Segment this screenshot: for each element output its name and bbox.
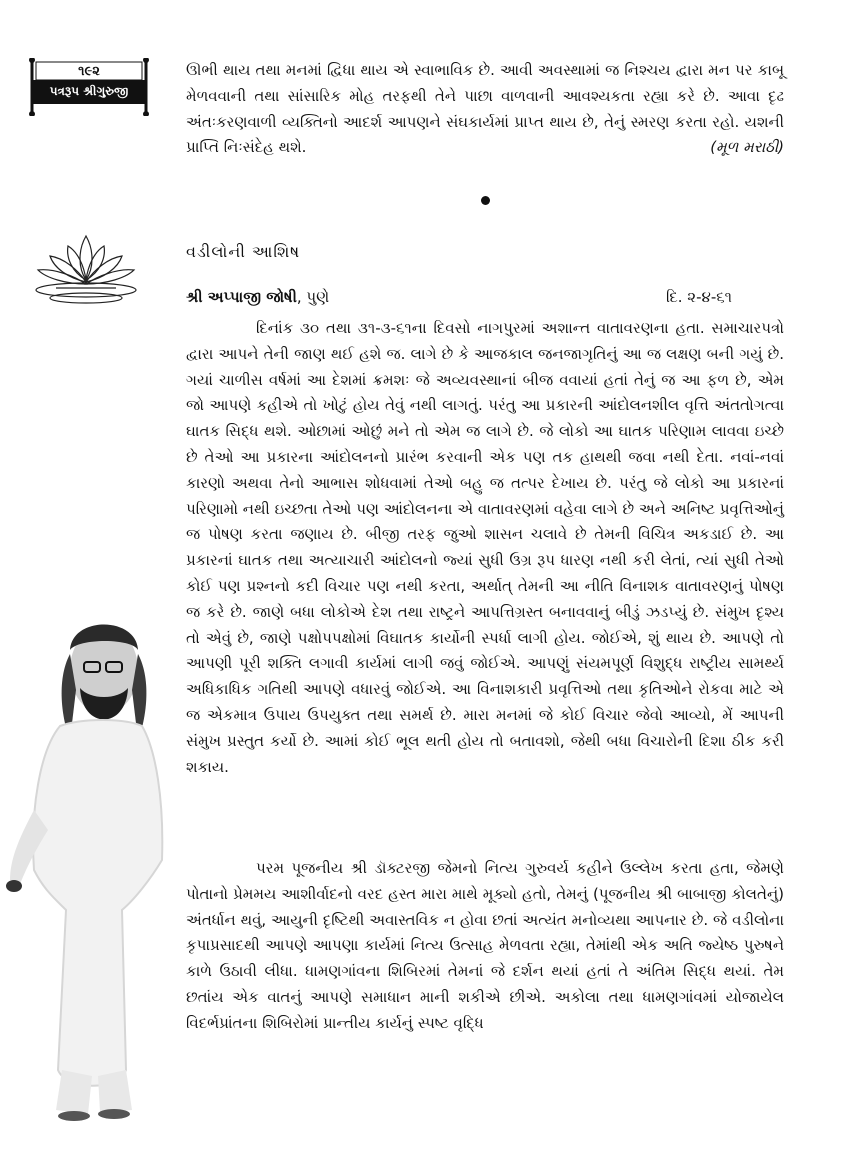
letter-author <box>186 288 329 306</box>
page-number: ૧૯૨ <box>78 64 100 79</box>
body-paragraph-2 <box>186 856 784 1037</box>
body-text-2: પરમ પૂજનીય શ્રી ડૉક્ટરજી જેમનો નિત્ય ગુરુવર્ય કહીને ઉલ્લેખ કરતા હતા, જેમણે પોતાનો પ્રેમમય આશીર્વાદનો વરદ હસ્ત મારા માથે મૂક્યો હતો, તેમનું (પૂજનીય શ્રી બાબાજી કોલતેનું) અંતર્ધાન થવું, આયુની દૃષ્ટિથી અવાસ્તવિક ન હોવા છતાં અત્યંત મનોવ્યથા આપનાર છે. જે વડીલોના કૃપાપ્રસાદથી આપણે આપણા કાર્યમાં નિત્ય ઉત્સાહ મેળવતા રહ્યા, તેમાંથી એક અતિ જ્યેષ્ઠ પુરુષને કાળે ઉઠાવી લીધા. ધામણગાંવના શિબિરમાં તેમનાં જે દર્શન થયાં હતાં તે અંતિમ સિદ્ધ થયાં. તેમ છતાંય એક વાતનું આપણે સમાધાન માની શકીએ છીએ. અકોલા તથા ધામણગાંવમાં યોજાયેલ વિદર્ભપ્રાંતના શિબિરોમાં પ્રાન્તીય કાર્યનું સ્પષ્ટ વૃદ્ધિ <box>186 859 784 1032</box>
letter-date: દિ. ૨-૪-૬૧ <box>666 288 732 306</box>
author-place: , પુણે <box>296 288 330 306</box>
section-heading: વડીલોની આશિષ <box>186 242 301 261</box>
book-title: પત્રરૂપ શ્રીગુરુજી <box>49 84 129 98</box>
body-paragraph-1 <box>186 316 784 780</box>
body-text-1: દિનાંક ૩૦ તથા ૩૧-૩-૬૧ના દિવસો નાગપુરમાં અશાન્ત વાતાવરણના હતા. સમાચારપત્રો દ્વારા આપને તેની જાણ થઈ હશે જ. લાગે છે કે આજકાલ જનજાગૃતિનું આ જ લક્ષણ બની ગયું છે. ગયાં ચાળીસ વર્ષમાં આ દેશમાં ક્રમશઃ જે અવ્યવસ્થાનાં બીજ વવાયાં હતાં તેનું જ આ ફળ છે, એમ જો આપણે કહીએ તો ખોટું હોય તેવું નથી લાગતું. પરંતુ આ પ્રકારની આંદોલનશીલ વૃત્તિ અંતતોગત્વા ઘાતક સિદ્ધ થશે. ઓછામાં ઓછું મને તો એમ જ લાગે છે. જે લોકો આ ઘાતક પરિણામ લાવવા ઇચ્છે છે તેઓ આ પ્રકારના આંદોલનનો પ્રારંભ કરવાની એક પણ તક હાથથી જવા નથી દેતા. નવાં-નવાં કારણો અથવા તેનો આભાસ શોધવામાં તેઓ બહુ જ તત્પર દેખાય છે. પરંતુ જે લોકો આ પ્રકારનાં પરિણામો નથી ઇચ્છતા તેઓ પણ આંદોલનના એ વાતાવરણમાં વહેવા લાગે છે અને અનિષ્ટ પ્રવૃત્તિઓનું જ પોષણ કરતા જણાય છે. બીજી તરફ જુઓ શાસન ચલાવે છે તેમની વિચિત્ર અકડાઈ છે. આ પ્રકારનાં ઘાતક તથા અત્યાચારી આંદોલનો જ્યાં સુધી ઉગ્ર રૂપ ધારણ નથી કરી લેતાં, ત્યાં સુધી તેઓ કોઈ પણ પ્રશ્નનો કદી વિચાર પણ નથી કરતા, અર્થાત્ તેમની આ નીતિ વિનાશક વાતાવરણનું પોષણ જ કરે છે. જાણે બધા લોકોએ દેશ તથા રાષ્ટ્રને આપત્તિગ્રસ્ત બનાવવાનું બીડું ઝડપ્યું છે. સંમુખ દૃશ્ય તો એવું છે, જાણે પક્ષોપપક્ષોમાં વિઘાતક કાર્યોની સ્પર્ધા લાગી હોય. જોઈએ, શું થાય છે. આપણે તો આપણી પૂરી શક્તિ લગાવી કાર્યમાં લાગી જવું જોઈએ. આપણું સંયમપૂર્ણ વિશુદ્ધ રાષ્ટ્રીય સામર્થ્ય અધિકાધિક ગતિથી આપણે વધારવું જોઈએ. આ વિનાશકારી પ્રવૃત્તિઓ તથા કૃતિઓને રોકવા માટે એ જ એકમાત્ર ઉપાય ઉપયુક્ત તથા સમર્થ છે. મારા મનમાં જે કોઈ વિચાર જેવો આવ્યો, મેં આપની સંમુખ પ્રસ્તુત કર્યો છે. આમાં કોઈ ભૂલ થતી હોય તો બતાવશો, જેથી બધા વિચારોની દિશા ઠીક કરી શકાય. <box>186 319 784 776</box>
lotus-icon <box>32 228 140 306</box>
section-divider-bullet <box>481 196 490 205</box>
author-name: શ્રી અપ્પાજી જોષી <box>186 288 297 306</box>
guruji-photo <box>0 610 190 1125</box>
intro-text: ઊભી થાય તથા મનમાં દ્વિધા થાય એ સ્વાભાવિક છે. આવી અવસ્થામાં જ નિશ્ચય દ્વારા મન પર કાબૂ મેળવવાની તથા સાંસારિક મોહ તરફથી તેને પાછા વાળવાની આવશ્યકતા રહ્યા કરે છે. આવા દૃઢ અંતઃકરણવાળી વ્યક્તિનો આદર્શ આપણને સંઘકાર્યમાં પ્રાપ્ત થાય છે, તેનું સ્મરણ કરતા રહો. યશની પ્રાપ્તિ નિઃસંદેહ થશે. <box>186 61 784 157</box>
intro-paragraph <box>186 58 784 161</box>
source-note: (મૂળ મરાઠી) <box>710 138 784 157</box>
page-header-badge <box>26 58 152 116</box>
